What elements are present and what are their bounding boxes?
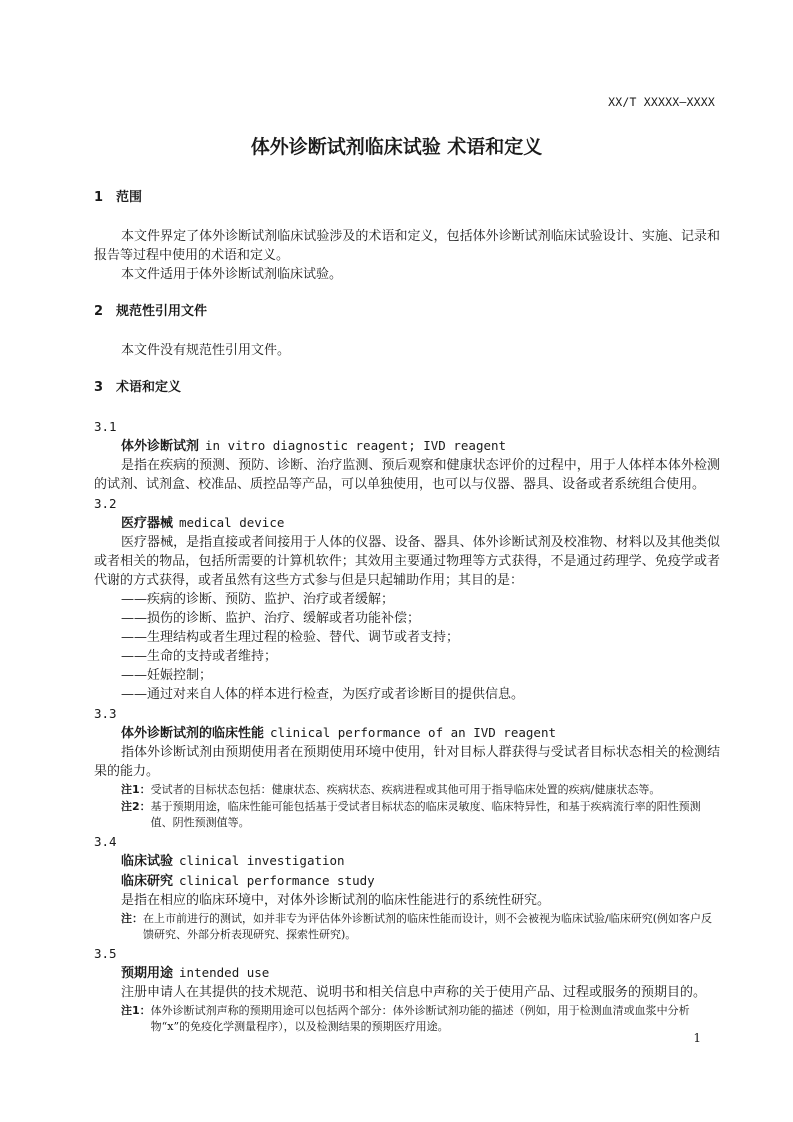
note-label: 注1： (121, 1004, 151, 1017)
term-en: medical device (179, 515, 285, 530)
term-definition: 是指在相应的临床环境中，对体外诊断试剂的临床性能进行的系统性研究。 (121, 893, 551, 908)
section-heading-normative-references (94, 302, 720, 321)
note-text: 体外诊断试剂声称的预期用途可以包括两个部分：体外诊断试剂功能的描述（例如，用于检测血清或血浆中分析物“x”的免疫化学测量程序），以及检测结果的预期医疗用途。 (150, 1004, 690, 1033)
term-entry-3-5 (94, 944, 720, 1035)
section-title: 范围 (116, 190, 143, 205)
note-text: 基于预期用途，临床性能可能包括基于受试者目标状态的临床灵敏度、临床特异性，和基于疾病流行率的阳性预测值、阴性预测值等。 (150, 800, 701, 829)
term-name-alt (94, 871, 720, 891)
document-title: 体外诊断试剂临床试验 术语和定义 (250, 136, 543, 158)
note-label: 注2： (121, 800, 151, 813)
list-item: ——生命的支持或者维持； (121, 649, 278, 664)
list-item: ——损伤的诊断、监护、治疗、缓解或者功能补偿； (121, 611, 421, 626)
term-en: clinical performance study (179, 873, 375, 888)
note (94, 911, 720, 943)
term-entry-3-3 (94, 704, 720, 831)
term-zh: 临床研究 (121, 874, 174, 889)
note-label: 注1： (121, 783, 151, 796)
note (94, 1003, 720, 1035)
term-number: 3.2 (94, 496, 117, 511)
term-en: intended use (179, 965, 270, 980)
term-en: in vitro diagnostic reagent; IVD reagent (205, 438, 507, 453)
term-en: clinical performance of an IVD reagent (270, 725, 556, 740)
term-number: 3.5 (94, 946, 117, 961)
scope-paragraph-2: 本文件适用于体外诊断试剂临床试验。 (121, 267, 343, 282)
note-label: 注： (121, 912, 143, 925)
references-paragraph: 本文件没有规范性引用文件。 (121, 343, 291, 358)
note (94, 782, 720, 798)
term-zh: 医疗器械 (121, 516, 174, 531)
term-entry-3-1 (94, 417, 720, 494)
note-text: 在上市前进行的测试，如并非专为评估体外诊断试剂的临床性能而设计，则不会被视为临床试验/临床研究(例如客户反馈研究、外部分析表现研究、探索性研究)。 (143, 912, 712, 941)
section-title: 规范性引用文件 (116, 304, 208, 319)
document-body (94, 188, 720, 1036)
term-entry-3-4 (94, 832, 720, 943)
term-zh: 临床试验 (121, 854, 174, 869)
section-number: 2 (94, 304, 104, 319)
standard-code: XX/T XXXXX—XXXX (608, 95, 715, 109)
note-text: 受试者的目标状态包括：健康状态、疾病状态、疾病进程或其他可用于指导临床处置的疾病/健康状态等。 (150, 783, 661, 796)
term-name (94, 723, 720, 743)
term-number: 3.3 (94, 706, 117, 721)
section-heading-scope (94, 188, 720, 207)
term-zh: 体外诊断试剂的临床性能 (121, 726, 265, 741)
term-zh: 预期用途 (121, 966, 174, 981)
term-name (94, 436, 720, 456)
term-entry-3-2 (94, 494, 720, 704)
section-title: 术语和定义 (116, 380, 182, 395)
term-name (94, 513, 720, 533)
term-number: 3.1 (94, 419, 117, 434)
list-item: ——生理结构或者生理过程的检验、替代、调节或者支持； (121, 630, 460, 645)
term-en: clinical investigation (179, 853, 345, 868)
term-zh: 体外诊断试剂 (121, 439, 200, 454)
term-name (94, 963, 720, 983)
section-number: 1 (94, 190, 104, 205)
term-number: 3.4 (94, 834, 117, 849)
term-definition: 是指在疾病的预测、预防、诊断、治疗监测、预后观察和健康状态评价的过程中，用于人体样本体外检测的试剂、试剂盒、校准品、质控品等产品，可以单独使用，也可以与仪器、器具、设备或者系统组合使用。 (94, 458, 720, 492)
term-definition: 注册申请人在其提供的技术规范、说明书和相关信息中声称的关于使用产品、过程或服务的预期目的。 (121, 985, 707, 1000)
term-definition: 指体外诊断试剂由预期使用者在预期使用环境中使用，针对目标人群获得与受试者目标状态相关的检测结果的能力。 (94, 745, 720, 779)
list-item: ——通过对来自人体的样本进行检查，为医疗或者诊断目的提供信息。 (121, 687, 525, 702)
term-definition: 医疗器械，是指直接或者间接用于人体的仪器、设备、器具、体外诊断试剂及校准物、材料以及其他类似或者相关的物品，包括所需要的计算机软件；其效用主要通过物理等方式获得，不是通过药理学、免疫学或者代谢的方式获得，或者虽然有这些方式参与但是只起辅助作用；其目的是： (94, 535, 720, 588)
list-item: ——疾病的诊断、预防、监护、治疗或者缓解； (121, 592, 395, 607)
section-number: 3 (94, 380, 104, 395)
list-item: ——妊娠控制； (121, 668, 213, 683)
note (94, 799, 720, 831)
scope-paragraph-1: 本文件界定了体外诊断试剂临床试验涉及的术语和定义，包括体外诊断试剂临床试验设计、实施、记录和报告等过程中使用的术语和定义。 (94, 229, 720, 263)
section-heading-terms (94, 378, 720, 397)
term-name (94, 851, 720, 871)
page-number: 1 (693, 1031, 701, 1045)
